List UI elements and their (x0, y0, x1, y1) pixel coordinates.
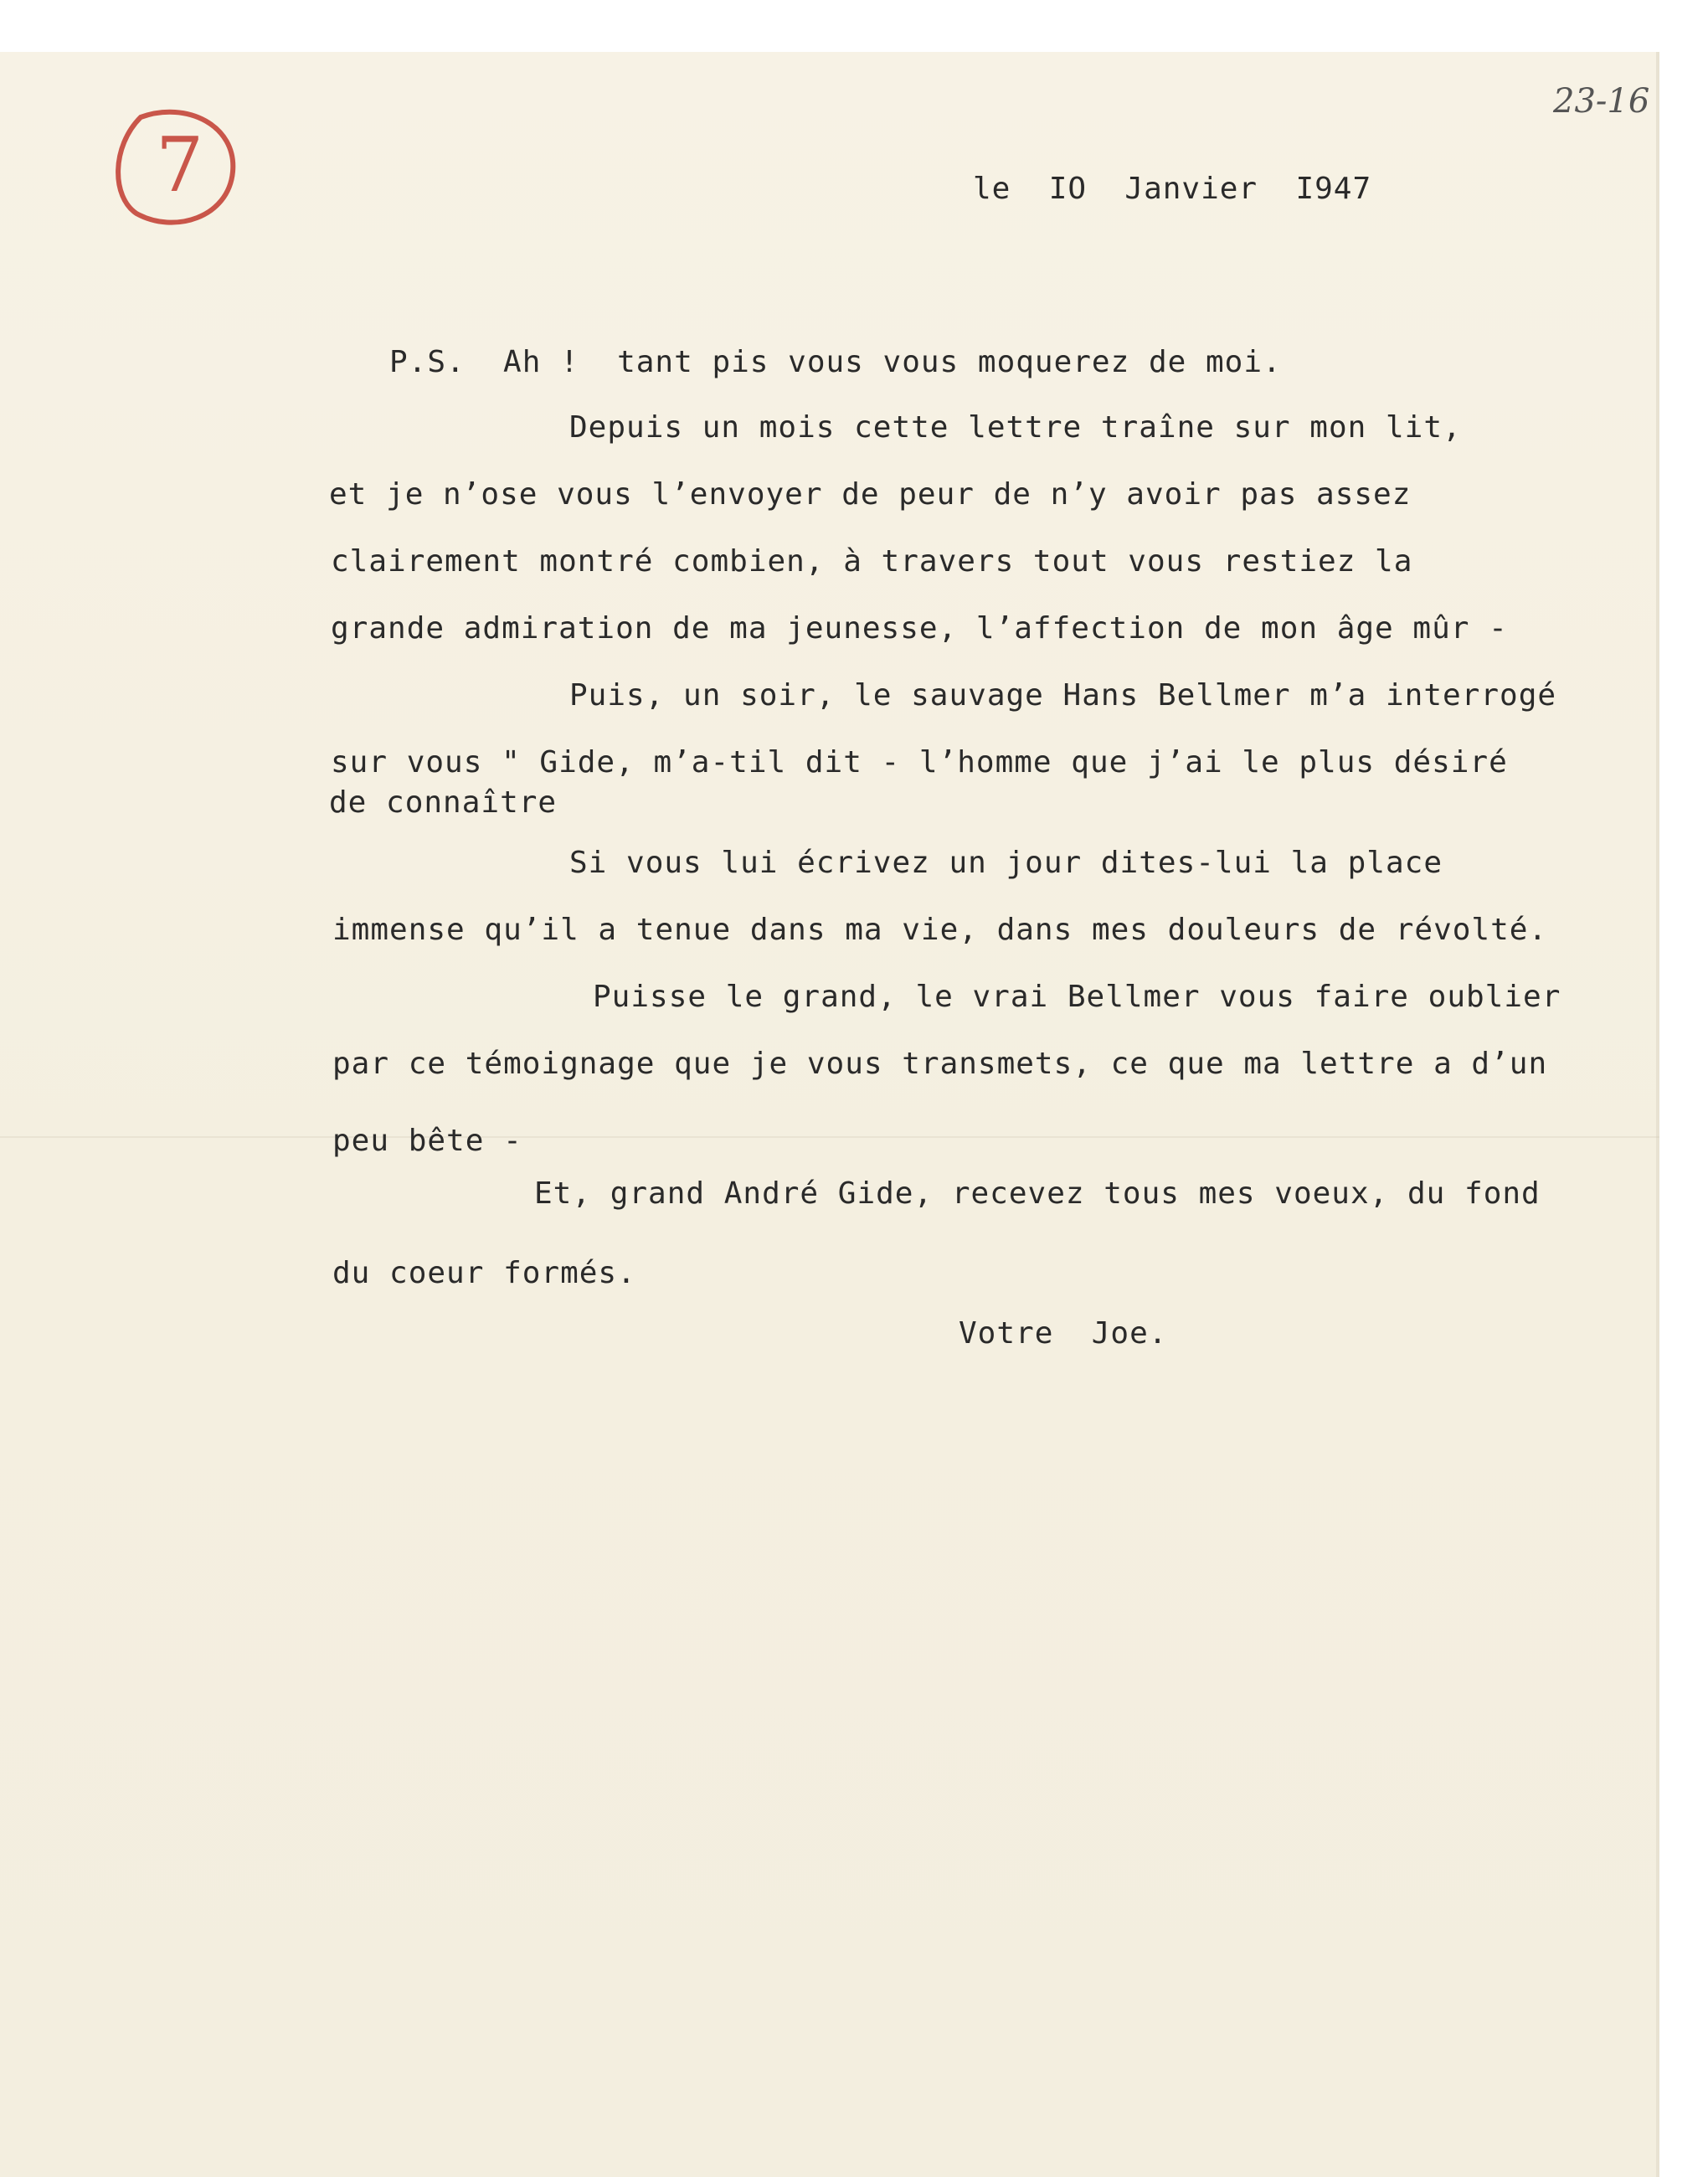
signature-line: Votre Joe. (959, 1316, 1168, 1351)
archive-reference: 23-16 (1553, 82, 1650, 121)
body-line: sur vous " Gide, m’a-til dit - l’homme que j’ai le plus désiré (331, 745, 1508, 780)
body-line: et je n’ose vous l’envoyer de peur de n’y avoir pas assez (329, 477, 1412, 512)
body-line: du coeur formés. (332, 1256, 636, 1290)
body-line: immense qu’il a tenue dans ma vie, dans mes douleurs de révolté. (332, 913, 1548, 947)
body-line: Puisse le grand, le vrai Bellmer vous faire oublier (593, 980, 1561, 1014)
body-line: Puis, un soir, le sauvage Hans Bellmer m’a interrogé (569, 678, 1557, 713)
body-line: Et, grand André Gide, recevez tous mes voeux, du fond (534, 1176, 1541, 1211)
body-line: de connaître (329, 785, 558, 820)
body-line: Si vous lui écrivez un jour dites-lui la place (569, 846, 1443, 880)
date-line: le IO Janvier I947 (973, 172, 1372, 206)
ps-line: P.S. Ah ! tant pis vous vous moquerez de moi. (389, 345, 1282, 379)
circled-number-mark (107, 100, 241, 234)
body-line: par ce témoignage que je vous transmets, ce que ma lettre a d’un (332, 1047, 1548, 1081)
circled-number: 7 (156, 121, 204, 209)
body-line: grande admiration de ma jeunesse, l’affection de mon âge mûr - (331, 611, 1508, 646)
body-line: clairement montré combien, à travers tout vous restiez la (331, 544, 1413, 579)
page-edge (1656, 52, 1659, 2177)
body-line: Depuis un mois cette lettre traîne sur mon lit, (569, 410, 1462, 445)
fold-crease (0, 1136, 1659, 1138)
body-line: peu bête - (332, 1124, 522, 1158)
